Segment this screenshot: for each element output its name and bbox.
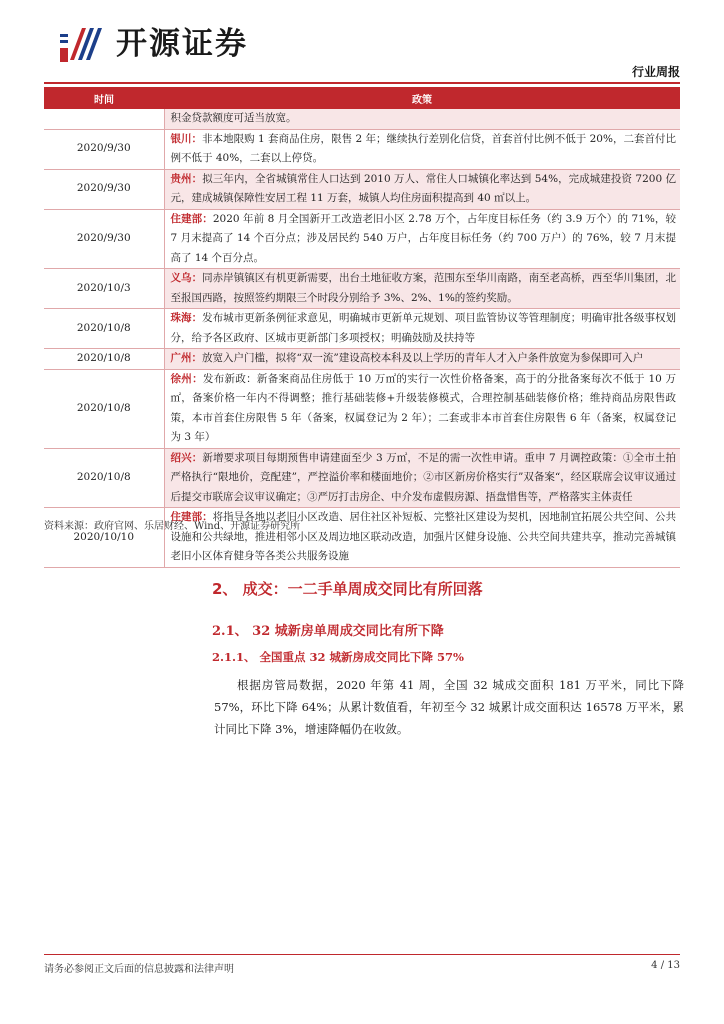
- table-source-note: 资料来源：政府官网、乐居财经、Wind、开源证券研究所: [44, 521, 301, 532]
- date-cell: 2020/10/8: [44, 448, 164, 508]
- city-label: 徐州：: [170, 372, 203, 385]
- date-cell: 2020/9/30: [44, 169, 164, 209]
- policy-text: 将指导各地以老旧小区改造、居住社区补短板、完整社区建设为契机，因地制宜拓展公共空间、公共设施和公共绿地，推进相邻小区及周边地区联动改造，加强片区健身设施、公共空间共建共享，推动完善城镇老旧小区体育健身等各类公共服务设施: [170, 511, 677, 562]
- policy-cell: [164, 209, 680, 269]
- policy-cell: [164, 169, 680, 209]
- table-header-row: [44, 87, 680, 109]
- city-label: 银川：: [170, 132, 203, 145]
- body-paragraph: 根据房管局数据，2020 年第 41 周，全国 32 城成交面积 181 万平米，同比下降 57%，环比下降 64%；从累计数值看，年初至今 32 城累计成交面积达 16578 万平米，累计同比下降 3%，增速降幅仍在收敛。: [214, 678, 684, 736]
- policy-cell: [164, 129, 680, 169]
- policy-cell: [164, 309, 680, 349]
- policy-cell: [164, 369, 680, 448]
- policy-text: 拟三年内，全省城镇常住人口达到 2010 万人、常住人口城镇化率达到 54%，完成城建投资 7200 亿元，建成城镇保障性安居工程 11 万套，城镇人均住房面积提高到 40 ㎡以上。: [170, 172, 677, 204]
- policy-text: 2020 年前 8 月全国新开工改造老旧小区 2.78 万个，占年度目标任务（约 3.9 万个）的 71%，较 7 月末提高了 14 个百分点；涉及居民约 540 万户，占年度目标任务（约 700 万户）的 76%，较 7 月末提高了 14 个百分点。: [170, 212, 677, 264]
- subsection-heading: 2.1、 32 城新房单周成交同比有所下降: [212, 624, 444, 639]
- policy-text: 发布城市更新条例征求意见，明确城市更新单元规划、项目监管协议等管理制度；明确审批各级事权划分，给予各区政府、区城市更新部门多项授权；明确鼓励及扶持等: [170, 312, 677, 344]
- header-divider: [44, 82, 680, 84]
- page-number: 4 / 13: [651, 960, 680, 971]
- column-header-time: 时间: [44, 87, 164, 109]
- date-cell: 2020/10/8: [44, 309, 164, 349]
- policy-text: 发布新政：新备案商品住房低于 10 万㎡的实行一次性价格备案，高于的分批备案每次不低于 10 万㎡，备案价格一年内不得调整；推行基础装修+升级装修模式，合理控制基础装修价格；维持商品房限售政策，本市首套住房限售 5 年（备案，权属登记为 2 年）；二套或非本市首套住房限售 6 年（备案，权属登记为 3 年）: [170, 372, 677, 443]
- kaiyuan-logo-icon: [58, 24, 108, 64]
- section-heading: 2、 成交：一二手单周成交同比有所回落: [212, 580, 483, 598]
- policy-table: [44, 87, 680, 568]
- date-cell: 2020/10/8: [44, 369, 164, 448]
- date-cell: 2020/10/10: [44, 508, 164, 568]
- footer-divider: [44, 954, 680, 955]
- policy-cell: [164, 448, 680, 508]
- date-cell: [44, 109, 164, 129]
- city-label: 珠海：: [170, 312, 203, 324]
- city-label: 住建部：: [170, 212, 213, 225]
- policy-cell: [164, 349, 680, 370]
- table-row: [44, 109, 680, 129]
- column-header-policy: 政策: [164, 87, 680, 109]
- policy-text: 非本地限购 1 套商品住房，限售 2 年；继续执行差别化信贷，首套首付比例不低于 20%，二套首付比例不低于 40%，二套以上停贷。: [170, 132, 677, 164]
- table-row: [44, 349, 680, 370]
- table-row: [44, 369, 680, 448]
- date-cell: 2020/10/3: [44, 269, 164, 309]
- policy-text: 同赤岸镇镇区有机更新需要，出台土地征收方案，范围东至华川南路，南至老高桥，西至华川集团，北至报国西路，按照签约期限三个时段分别给予 3%、2%、1%的签约奖励。: [170, 272, 677, 304]
- disclaimer-text: 请务必参阅正文后面的信息披露和法律声明: [44, 964, 234, 975]
- table-row: [44, 448, 680, 508]
- policy-text: 新增要求项目每期预售申请建面至少 3 万㎡，不足的需一次性申请。重申 7 月调控政策：①全市土拍严格执行“限地价，竞配建”，严控溢价率和楼面地价；②市区新房价格实行”双备案“，经区联席会议审议通过后提交市联席会议审议确定；③严厉打击房企、中介发布虚假房源、捂盘惜售等，严格落实主体责任: [170, 451, 677, 503]
- company-logo: [58, 20, 298, 66]
- policy-text: 放宽入户门槛，拟将“双一流”建设高校本科及以上学历的青年人才入户条件放宽为参保即可入户: [202, 352, 644, 364]
- policy-cell: 积金贷款额度可适当放宽。: [164, 109, 680, 129]
- logo-wordmark: 开源证券: [116, 26, 248, 62]
- table-row: [44, 169, 680, 209]
- table-row: [44, 129, 680, 169]
- city-label: 广州：: [170, 352, 202, 364]
- city-label: 义乌：: [170, 272, 203, 284]
- date-cell: 2020/10/8: [44, 349, 164, 370]
- city-label: 绍兴：: [170, 451, 203, 464]
- policy-cell: [164, 269, 680, 309]
- date-cell: 2020/9/30: [44, 129, 164, 169]
- city-label: 贵州：: [170, 172, 203, 185]
- table-row: [44, 209, 680, 269]
- table-row: [44, 309, 680, 349]
- date-cell: 2020/9/30: [44, 209, 164, 269]
- city-label: 住建部：: [170, 511, 213, 523]
- subsubsection-heading: 2.1.1、 全国重点 32 城新房成交同比下降 57%: [212, 650, 464, 664]
- report-type-label: 行业周报: [631, 65, 680, 79]
- table-row: [44, 269, 680, 309]
